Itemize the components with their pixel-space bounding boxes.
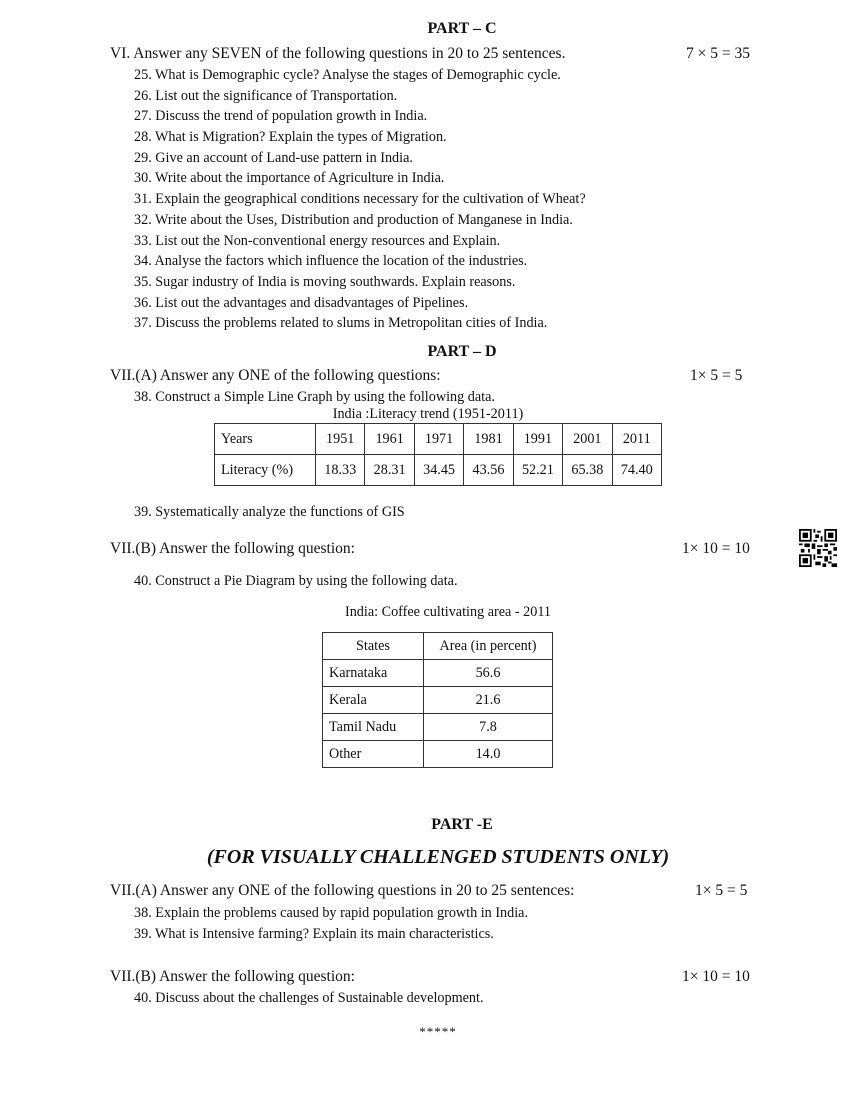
part-e-title: PART -E: [431, 816, 493, 833]
literacy-value-cell: 52.21: [513, 455, 562, 486]
part-c-marks: 7 × 5 = 35: [686, 45, 750, 62]
coffee-area-cell: 14.0: [424, 741, 553, 768]
literacy-value-cell: 43.56: [464, 455, 513, 486]
coffee-row: [323, 741, 553, 768]
coffee-table-caption: India: Coffee cultivating area - 2011: [344, 604, 552, 620]
part-e-section-a-marks: 1× 5 = 5: [695, 882, 748, 899]
part-d-section-b-heading: VII.(B) Answer the following question:: [110, 540, 355, 557]
literacy-year-cell: 1981: [464, 424, 513, 455]
question-37: 37. Discuss the problems related to slums in Metropolitan cities of India.: [134, 315, 548, 331]
question-27: 27. Discuss the trend of population growth in India.: [134, 108, 428, 124]
coffee-row: [323, 660, 553, 687]
question-34: 34. Analyse the factors which influence the location of the industries.: [134, 253, 528, 269]
part-c-section-heading: VI. Answer any SEVEN of the following questions in 20 to 25 sentences.: [110, 45, 566, 62]
question-33: 33. List out the Non-conventional energy resources and Explain.: [134, 233, 501, 249]
literacy-years-row: [215, 424, 662, 455]
coffee-row: [323, 714, 553, 741]
coffee-row: [323, 687, 553, 714]
part-e-section-a-heading: VII.(A) Answer any ONE of the following questions in 20 to 25 sentences:: [110, 882, 575, 899]
literacy-value-cell: 74.40: [612, 455, 661, 486]
coffee-area-cell: 7.8: [424, 714, 553, 741]
question-31: 31. Explain the geographical conditions necessary for the cultivation of Wheat?: [134, 191, 586, 207]
literacy-value-cell: 18.33: [316, 455, 365, 486]
part-e-question-39: 39. What is Intensive farming? Explain its main characteristics.: [134, 926, 494, 942]
end-of-paper-mark: *****: [419, 1024, 457, 1039]
literacy-year-cell: 1951: [316, 424, 365, 455]
question-39: 39. Systematically analyze the functions of GIS: [134, 504, 405, 520]
part-d-section-b-marks: 1× 10 = 10: [682, 540, 750, 557]
literacy-table-caption: India :Literacy trend (1951-2011): [332, 406, 524, 422]
qr-code-icon: [799, 529, 837, 567]
coffee-state-cell: Kerala: [323, 687, 424, 714]
literacy-year-cell: 1991: [513, 424, 562, 455]
question-38: 38. Construct a Simple Line Graph by using the following data.: [134, 389, 495, 405]
question-30: 30. Write about the importance of Agriculture in India.: [134, 170, 445, 186]
coffee-state-cell: Tamil Nadu: [323, 714, 424, 741]
question-28: 28. What is Migration? Explain the types of Migration.: [134, 129, 447, 145]
literacy-values-row: [215, 455, 662, 486]
part-e-question-40: 40. Discuss about the challenges of Sustainable development.: [134, 990, 484, 1006]
coffee-area-cell: 21.6: [424, 687, 553, 714]
literacy-year-cell: 2011: [612, 424, 661, 455]
literacy-value-cell: 28.31: [365, 455, 414, 486]
coffee-header-row: [323, 633, 553, 660]
part-e-subtitle: (FOR VISUALLY CHALLENGED STUDENTS ONLY): [206, 846, 670, 868]
part-d-title: PART – D: [427, 343, 497, 360]
coffee-state-cell: Karnataka: [323, 660, 424, 687]
coffee-header-area: Area (in percent): [424, 633, 553, 660]
question-29: 29. Give an account of Land-use pattern in India.: [134, 150, 413, 166]
literacy-year-cell: 1961: [365, 424, 414, 455]
question-36: 36. List out the advantages and disadvantages of Pipelines.: [134, 295, 469, 311]
part-e-question-38: 38. Explain the problems caused by rapid population growth in India.: [134, 905, 529, 921]
part-e-section-b-marks: 1× 10 = 10: [682, 968, 750, 985]
question-26: 26. List out the significance of Transportation.: [134, 88, 398, 104]
part-d-section-a-heading: VII.(A) Answer any ONE of the following questions:: [110, 367, 441, 384]
literacy-year-cell: 2001: [563, 424, 612, 455]
literacy-table: [214, 423, 662, 486]
literacy-row-label-percent: Literacy (%): [215, 455, 316, 486]
question-35: 35. Sugar industry of India is moving southwards. Explain reasons.: [134, 274, 516, 290]
coffee-state-cell: Other: [323, 741, 424, 768]
literacy-year-cell: 1971: [414, 424, 463, 455]
literacy-row-label-years: Years: [215, 424, 316, 455]
question-32: 32. Write about the Uses, Distribution and production of Manganese in India.: [134, 212, 573, 228]
coffee-header-states: States: [323, 633, 424, 660]
part-c-title: PART – C: [427, 20, 497, 37]
coffee-table: [322, 632, 553, 768]
literacy-value-cell: 34.45: [414, 455, 463, 486]
question-25: 25. What is Demographic cycle? Analyse the stages of Demographic cycle.: [134, 67, 561, 83]
question-40: 40. Construct a Pie Diagram by using the following data.: [134, 573, 458, 589]
literacy-value-cell: 65.38: [563, 455, 612, 486]
part-d-section-a-marks: 1× 5 = 5: [690, 367, 743, 384]
part-e-section-b-heading: VII.(B) Answer the following question:: [110, 968, 355, 985]
coffee-area-cell: 56.6: [424, 660, 553, 687]
